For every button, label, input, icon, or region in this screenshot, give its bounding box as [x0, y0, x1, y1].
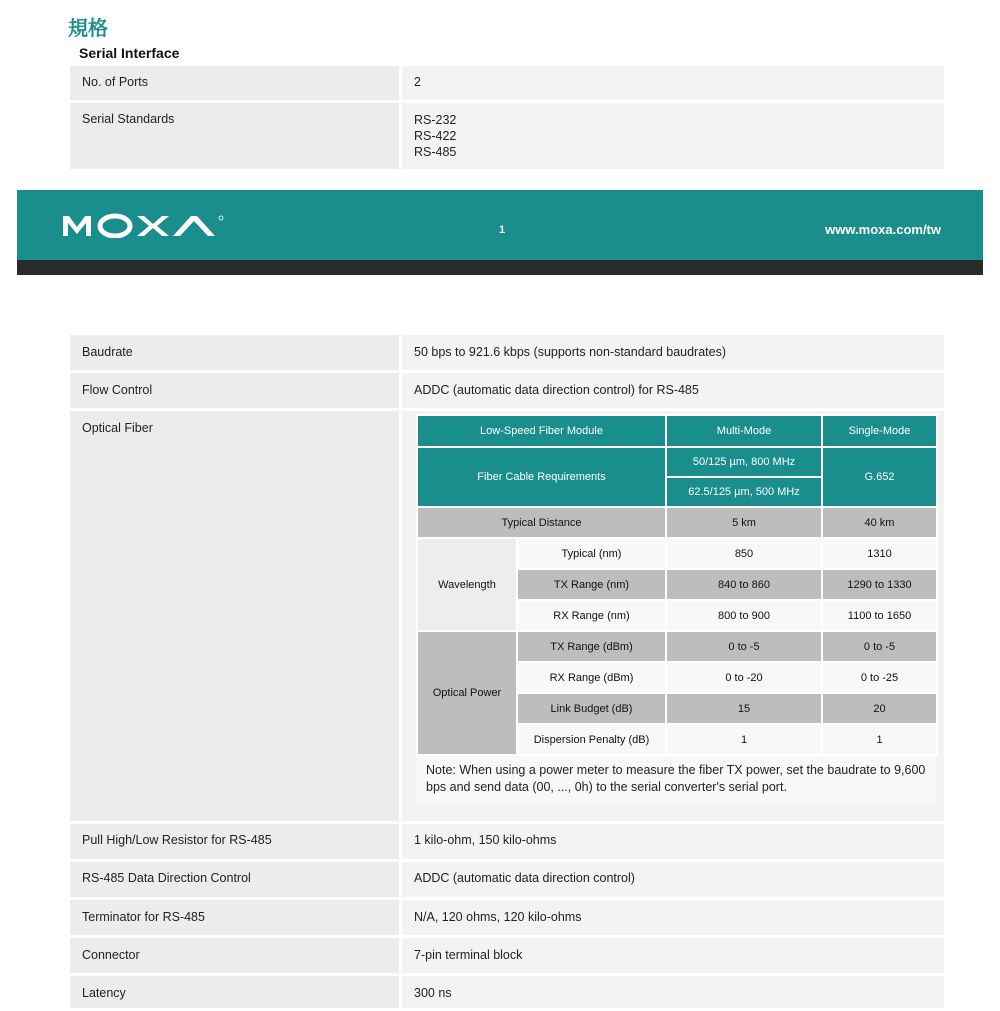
- fiber-cell: TX Range (nm): [517, 569, 666, 600]
- fiber-header-row: [417, 415, 937, 447]
- value-line: RS-422: [414, 129, 457, 143]
- spec-value: ADDC (automatic data direction control): [402, 862, 944, 897]
- spec-row-terminator: [70, 900, 944, 938]
- moxa-logo: [61, 212, 241, 238]
- spec-value: [402, 66, 944, 100]
- spec-label: Baudrate: [70, 335, 402, 370]
- spec-value: 7-pin terminal block: [402, 938, 944, 973]
- page-heading: 規格: [68, 16, 108, 40]
- fiber-cable-multi: 62.5/125 µm, 500 MHz: [666, 477, 822, 507]
- fiber-cell: Typical Distance: [417, 507, 666, 538]
- spec-row-standards: [70, 103, 944, 172]
- page-number: 1: [499, 224, 506, 236]
- fiber-cell: 1: [822, 724, 937, 755]
- fiber-cell: RX Range (dBm): [517, 662, 666, 693]
- fiber-cell: 5 km: [666, 507, 822, 538]
- fiber-cell: 40 km: [822, 507, 937, 538]
- spec-label: Latency: [70, 976, 402, 1008]
- fiber-cell: 1: [666, 724, 822, 755]
- spec-value: 50 bps to 921.6 kbps (supports non-standard baudrates): [402, 335, 944, 370]
- spec-label: Optical Fiber: [70, 411, 402, 821]
- spec-value: 300 ns: [402, 976, 944, 1008]
- spec-value: ADDC (automatic data direction control) for RS-485: [402, 373, 944, 408]
- fiber-cell: 0 to -25: [822, 662, 937, 693]
- fiber-cell: 0 to -20: [666, 662, 822, 693]
- spec-label: Connector: [70, 938, 402, 973]
- fiber-cable-multi: 50/125 µm, 800 MHz: [666, 447, 822, 477]
- fiber-header-cell: Multi-Mode: [666, 415, 822, 447]
- spec-row-pull-resistor: [70, 824, 944, 862]
- fiber-group-label: Optical Power: [417, 631, 517, 755]
- website-url[interactable]: www.moxa.com/tw: [825, 222, 941, 237]
- spec-label: RS-485 Data Direction Control: [70, 862, 402, 897]
- fiber-cell: Typical (nm): [517, 538, 666, 569]
- fiber-wavelength-row: [417, 538, 937, 569]
- spec-value: [402, 103, 944, 169]
- fiber-cell: Link Budget (dB): [517, 693, 666, 724]
- spec-row-direction-control: [70, 862, 944, 900]
- spec-row-connector: [70, 938, 944, 976]
- spec-label: Pull High/Low Resistor for RS-485: [70, 824, 402, 859]
- value-line: RS-232: [414, 113, 457, 127]
- fiber-cell: 1100 to 1650: [822, 600, 937, 631]
- fiber-cell: TX Range (dBm): [517, 631, 666, 662]
- fiber-cell: 0 to -5: [822, 631, 937, 662]
- spec-row-baudrate: [70, 335, 944, 373]
- value-line: RS-485: [414, 145, 457, 159]
- spec-label: Terminator for RS-485: [70, 900, 402, 935]
- fiber-cable-row: [417, 447, 937, 477]
- fiber-header-cell: Single-Mode: [822, 415, 937, 447]
- fiber-cell: 850: [666, 538, 822, 569]
- fiber-cable-single: G.652: [822, 447, 937, 507]
- spec-value: 1 kilo-ohm, 150 kilo-ohms: [402, 824, 944, 859]
- footer-dark-band: [17, 260, 983, 275]
- fiber-spec-table: [416, 414, 938, 756]
- fiber-cell: 800 to 900: [666, 600, 822, 631]
- fiber-cell: 0 to -5: [666, 631, 822, 662]
- fiber-cell: 15: [666, 693, 822, 724]
- fiber-cell: 1290 to 1330: [822, 569, 937, 600]
- fiber-power-row: [417, 631, 937, 662]
- spec-value: N/A, 120 ohms, 120 kilo-ohms: [402, 900, 944, 935]
- spec-row-latency: [70, 976, 944, 1011]
- fiber-cell: 1310: [822, 538, 937, 569]
- fiber-cell: RX Range (nm): [517, 600, 666, 631]
- spec-label: No. of Ports: [70, 66, 402, 100]
- spec-label: Serial Standards: [70, 103, 402, 169]
- serial-interface-table: [70, 66, 944, 172]
- spec-label: Flow Control: [70, 373, 402, 408]
- fiber-cable-label: Fiber Cable Requirements: [417, 447, 666, 507]
- spec-row-ports: [70, 66, 944, 103]
- fiber-group-label: Wavelength: [417, 538, 517, 631]
- fiber-distance-row: [417, 507, 937, 538]
- section-title: Serial Interface: [79, 45, 180, 61]
- footer-banner: [17, 190, 983, 260]
- fiber-cell: Dispersion Penalty (dB): [517, 724, 666, 755]
- fiber-cell: 840 to 860: [666, 569, 822, 600]
- value-line: 2: [414, 75, 421, 89]
- spec-row-flow-control: [70, 373, 944, 411]
- fiber-header-cell: Low-Speed Fiber Module: [417, 415, 666, 447]
- fiber-cell: 20: [822, 693, 937, 724]
- fiber-note: Note: When using a power meter to measure the fiber TX power, set the baudrate to 9,600 bps and send data (00, ..., 0h) to the serial converter's serial port.: [416, 756, 936, 804]
